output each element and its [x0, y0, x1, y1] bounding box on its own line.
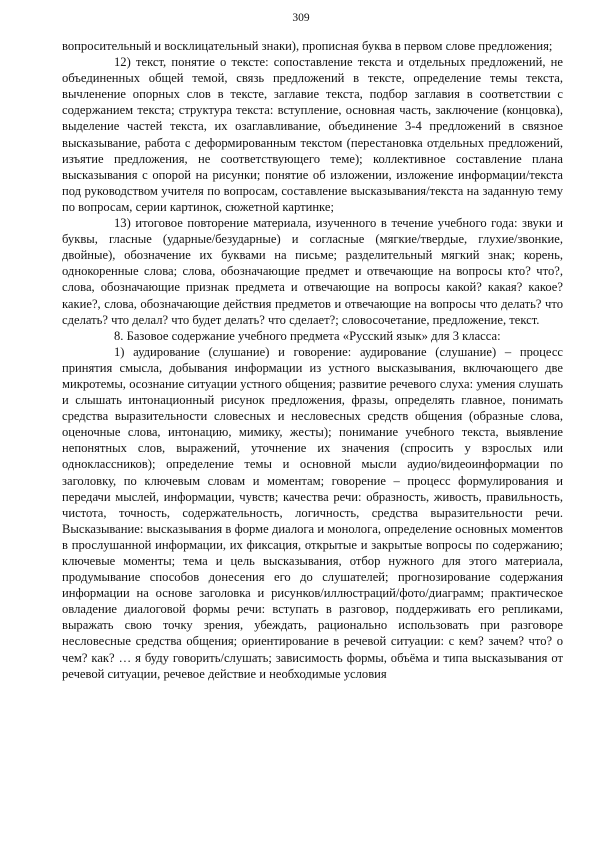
- section-heading-grade-3: 8. Базовое содержание учебного предмета «Русский язык» для 3 класса:: [114, 328, 501, 343]
- document-body: [62, 38, 563, 682]
- paragraph-continuation: вопросительный и восклицательный знаки), прописная буква в первом слове предложения;: [62, 39, 553, 53]
- page-number: 309: [292, 12, 310, 24]
- paragraph-item-1: 1) аудирование (слушание) и говорение: аудирование (слушание) – процесс принятия смысла, добывания информации из устного высказывания, включающего две микротемы, осознание ситуации устного общения; развитие речевого слуха: умения слушать и слышать интонационный рисунок предложения, фразы, определять главное, понимать средства выразительности словесных и несловесных средств общения (образные слова, оценочные слова, интонацию, мимику, жесты); понимание учебного текста, выявление непонятных слов, выражений, уточнение их значения (спросить у взрослых или одноклассников); определение темы и основной мысли аудио/видеоинформации по заголовку, по ключевым словам и моментам; говорение – процесс формулирования и передачи мыслей, информации, чувств; качества речи: образность, живость, правильность, чистота, точность, содержательность, логичность, средства выразительности речи. Высказывание: высказывания в форме диалога и монолога, определение основных моментов в прослушанной информации, их фиксация, открытые и закрытые вопросы по содержанию; ключевые моменты; тема и цель высказывания, отбор нужного для этого материала, продумывание способов донесения его до слушателей; прогнозирование содержания информации на основе заголовка и рисунков/иллюстраций/фото/диаграмм; практическое овладение диалоговой формы речи: вступать в разговор, поддерживать его репликами, выражать свою точку зрения, убеждать, рационально использовать при разговоре несловесные средства общения; ориентирование в речевой ситуации: с кем? зачем? что? о чем? как? … я буду говорить/слушать; зависимость формы, объёма и типа высказывания от речевой ситуации, речевое действие и необходимые условия: [62, 344, 563, 681]
- paragraph-item-12: 12) текст, понятие о тексте: сопоставление текста и отдельных предложений, не объединенных общей темой, связь предложений в тексте, определение темы текста, вычленение опорных слов в тексте, заглавие текста, подбор заглавия в соответствии с содержанием текста; структура текста: вступление, основная часть, заключение (концовка), выделение частей текста, их озаглавливание, объединение 3-4 предложений в связное высказывание, работа с деформированным текстом (перестановка отдельных предложений, изъятие предложения, не соответствующего теме); коллективное составление плана высказывания с опорой на рисунки; понятие об изложении, изложение информации/текста под руководством учителя по вопросам, составление высказывания/текста на заданную тему по вопросам, серии картинок, сюжетной картинке;: [62, 55, 563, 214]
- paragraph-item-13: 13) итоговое повторение материала, изученного в течение учебного года: звуки и буквы, гласные (ударные/безударные) и согласные (мягкие/твердые, глухие/звонкие, двойные), обозначение их буквами на письме; разделительный мягкий знак; корень, однокоренные слова; слова, обозначающие предмет и отвечающие на вопросы кто? что?, слова, обозначающие признак предмета и отвечающие на вопросы какой? какая? какое? какие?, слова, обозначающие действия предметов и отвечающие на вопросы что делать? что сделать? что делал? что будет делать? что сделает?; словосочетание, предложение, текст.: [62, 216, 563, 327]
